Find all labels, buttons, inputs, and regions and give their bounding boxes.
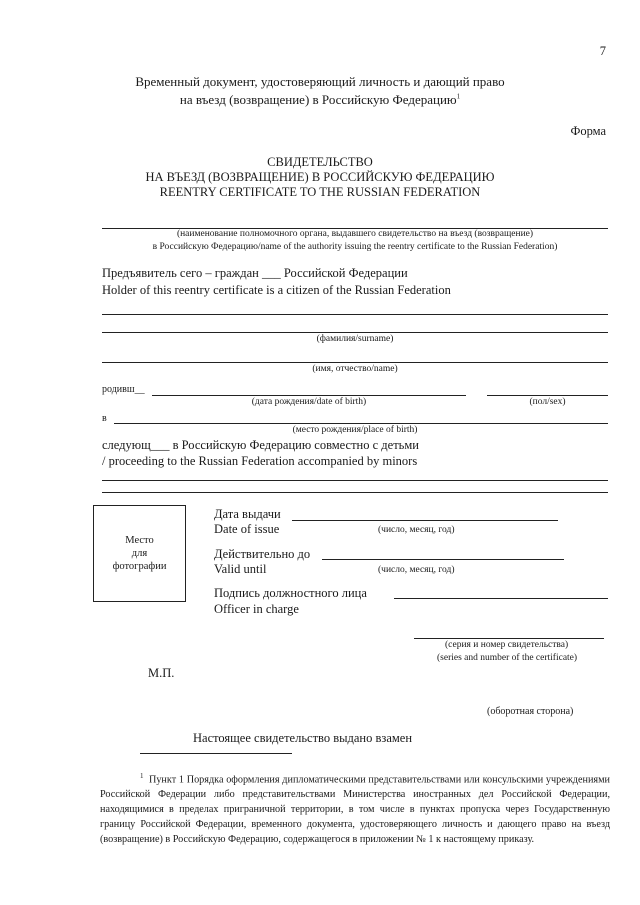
officer-label-ru: Подпись должностного лица (214, 586, 367, 600)
officer-label-en: Officer in charge (214, 602, 299, 616)
minors-line-1 (102, 480, 608, 481)
proceeding-text-ru: следующ___ в Российскую Федерацию совместно с детьми (102, 438, 419, 452)
certificate-title-ru-1: СВИДЕТЕЛЬСТВО (267, 155, 373, 169)
minors-line-2 (102, 492, 608, 493)
footnote (100, 769, 610, 847)
document-heading-line2: на въезд (возвращение) в Российскую Федерацию$^1$ (179, 92, 461, 107)
valid-until-label-en: Valid until (214, 562, 267, 576)
issue-date-caption: (число, месяц, год) (378, 525, 455, 535)
issue-date-label-en: Date of issue (214, 522, 280, 536)
holder-text-ru: Предъявитель сего – граждан ___ Российской Федерации (102, 266, 408, 280)
photo-label-3: фотографии (112, 561, 167, 572)
name-caption: (имя, отчество/name) (312, 364, 398, 374)
proceeding-text-en: / proceeding to the Russian Federation accompanied by minors (102, 454, 418, 468)
born-label: родивш__ (102, 384, 145, 395)
form-label: Форма (570, 124, 606, 138)
page-number: 7 (599, 44, 606, 58)
valid-until-label-ru: Действительно до (214, 547, 311, 561)
holder-text-en: Holder of this reentry certificate is a citizen of the Russian Federation (102, 283, 451, 297)
surname-line (102, 332, 608, 333)
certificate-title-en: REENTRY CERTIFICATE TO THE RUSSIAN FEDERATION (159, 185, 481, 199)
reverse-side-label: (оборотная сторона) (487, 706, 574, 717)
authority-caption-1: (наименование полномочного органа, выдавшего свидетельство на въезд (возвращение) (176, 229, 534, 239)
issued-instead-text: Настоящее свидетельство выдано взамен (193, 731, 413, 745)
photo-placeholder (93, 505, 186, 602)
certificate-title-ru-2: НА ВЪЕЗД (ВОЗВРАЩЕНИЕ) В РОССИЙСКУЮ ФЕДЕРАЦИЮ (145, 170, 495, 184)
footnote-reference: 1 (456, 92, 461, 101)
valid-until-caption: (число, месяц, год) (378, 565, 455, 575)
pob-line (114, 423, 608, 424)
sex-caption: (пол/sex) (529, 397, 566, 407)
photo-label-2: для (131, 548, 148, 559)
serial-line (414, 638, 604, 639)
issue-date-line (292, 520, 558, 521)
footnote-mark: 1 (140, 772, 144, 780)
issue-date-label-ru: Дата выдачи (214, 507, 281, 521)
valid-until-line (322, 559, 564, 560)
seal-label: М.П. (148, 666, 175, 680)
authority-caption-2: в Российскую Федерацию/name of the authority issuing the reentry certificate to the Russian Federation) (152, 242, 558, 252)
sex-line (487, 395, 608, 396)
dob-caption: (дата рождения/date of birth) (251, 397, 367, 407)
officer-signature-line (394, 598, 608, 599)
blank-line (102, 314, 608, 315)
in-label: в (102, 413, 107, 424)
dob-line (152, 395, 466, 396)
surname-caption: (фамилия/surname) (316, 334, 394, 344)
pob-caption: (место рождения/place of birth) (292, 425, 418, 435)
name-line (102, 362, 608, 363)
serial-caption-ru: (серия и номер свидетельства) (445, 640, 569, 650)
document-heading-line1: Временный документ, удостоверяющий личность и дающий право (135, 74, 505, 89)
photo-label-1: Место (125, 535, 154, 546)
footnote-text: Пункт 1 Порядка оформления дипломатическими представительствами или консульскими учреждениями Российской Федерации либо представительствами Министерства иностранных дел Российской Федерации, находящимися в пределах приграничной территории, в том числе в пунктах пропуска через Государственную границу Российской Федерации, временного документа, удостоверяющего личность и дающего право на въезд (возвращение) в Российскую Федерацию, содержащегося в приложении № 1 к настоящему приказу. (100, 774, 610, 846)
serial-caption-en: (series and number of the certificate) (437, 653, 578, 663)
footnote-separator (140, 753, 292, 754)
